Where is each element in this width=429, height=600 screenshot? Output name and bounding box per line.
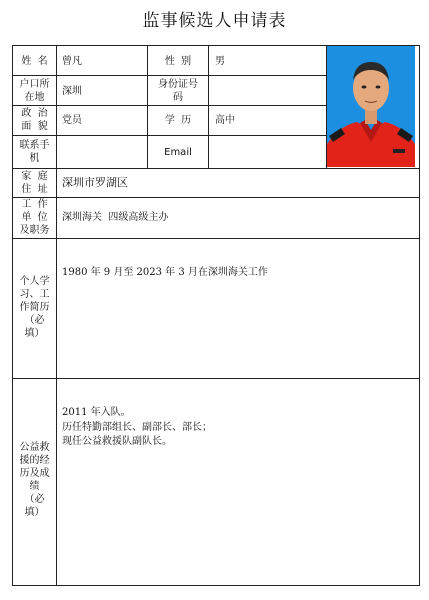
column-divider <box>208 45 209 168</box>
row-divider <box>12 197 420 198</box>
name-value: 曾凡 <box>62 56 82 67</box>
employer-value: 深圳海关 四级高级主办 <box>62 212 169 223</box>
gender-label: 性 别 <box>164 56 192 67</box>
form-title: 监事候选人申请表 <box>142 11 287 31</box>
row-divider <box>12 105 327 106</box>
resume-label: 个人学 习、工 作简历 （必 填） <box>19 276 50 339</box>
education-value: 高中 <box>215 115 235 126</box>
column-divider <box>56 45 57 586</box>
row-divider <box>12 238 420 239</box>
gender-value: 男 <box>215 56 225 67</box>
hukou-label: 户口所 在地 <box>19 79 50 103</box>
row-divider <box>12 168 420 169</box>
address-label: 家 庭 住 址 <box>21 171 48 195</box>
row-divider <box>12 135 327 136</box>
address-value: 深圳市罗湖区 <box>62 176 128 189</box>
resume-value: 1980 年 9 月至 2023 年 3 月在深圳海关工作 <box>62 267 268 278</box>
charity-line: 历任特勤部组长、副部长、部长； <box>62 422 212 433</box>
row-divider <box>12 378 420 379</box>
portrait-image <box>327 46 415 167</box>
charity-label: 公益救 援的经 历及成 绩 （必 填） <box>19 442 50 518</box>
row-divider <box>12 75 327 76</box>
email-label: Email <box>164 147 192 158</box>
charity-line: 2011 年入队。 <box>62 407 131 418</box>
applicant-photo <box>327 46 415 167</box>
politics-label: 政 治 面 貌 <box>21 108 48 132</box>
charity-line: 现任公益救援队副队长。 <box>62 436 172 447</box>
name-label: 姓 名 <box>21 56 48 67</box>
id-number-label: 身份证号 码 <box>158 79 198 103</box>
employer-label: 工 作 单 位 及职务 <box>19 199 50 236</box>
politics-value: 党员 <box>62 115 82 126</box>
education-label: 学 历 <box>164 115 192 126</box>
hukou-value: 深圳 <box>62 86 82 97</box>
phone-label: 联系手 机 <box>19 140 50 164</box>
